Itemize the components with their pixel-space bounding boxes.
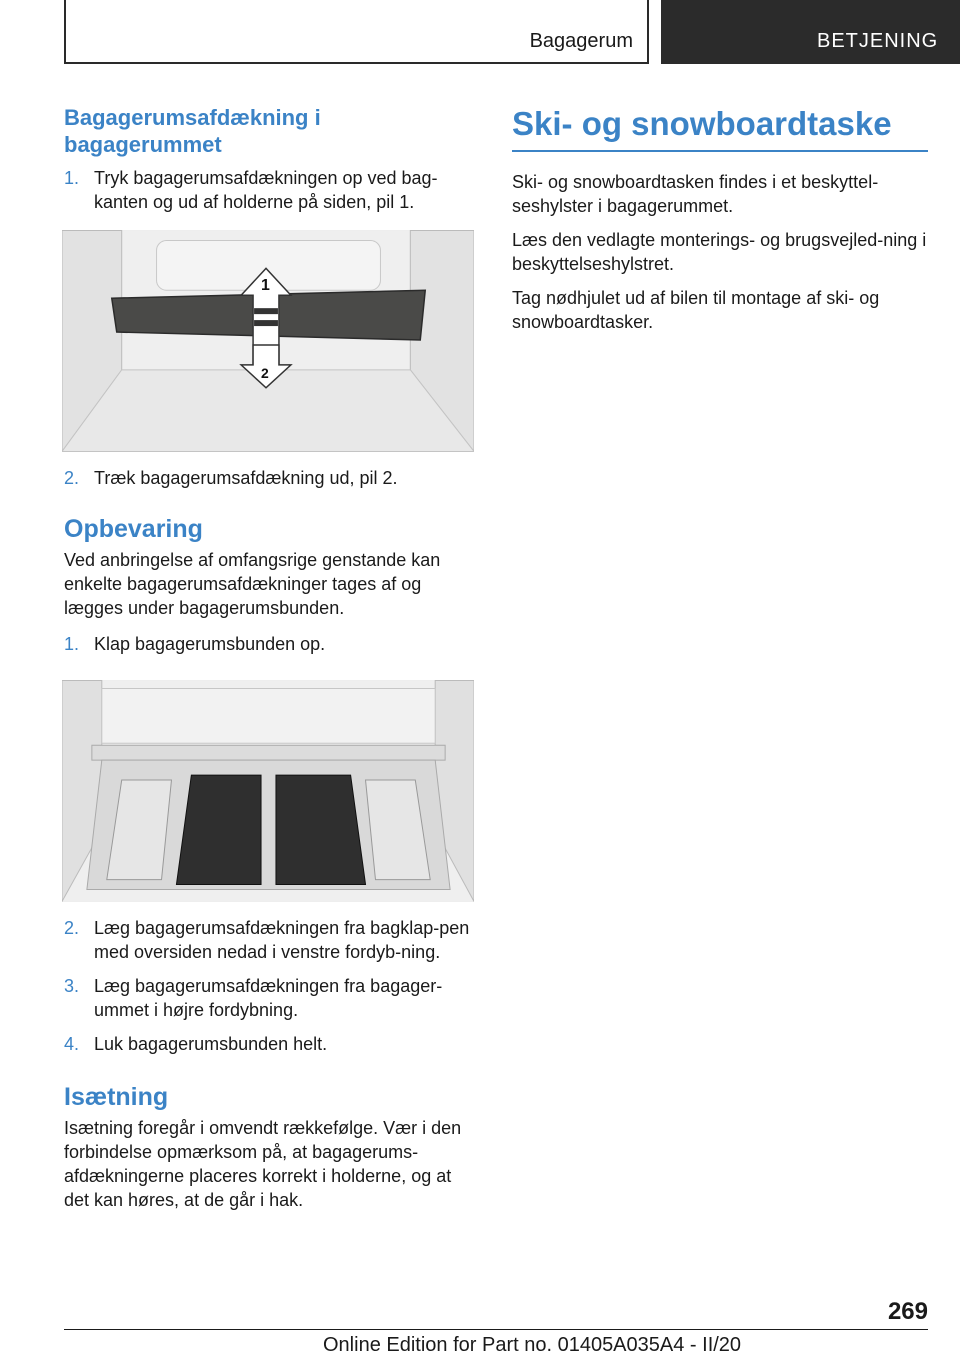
step-item: [64, 466, 476, 490]
step-number: 2.: [64, 468, 80, 488]
step-number: 4.: [64, 1034, 80, 1054]
ski-bag-paragraph: Læs den vedlagte monterings- og brugsvejled-ning i beskyttelseshylstret.: [512, 230, 927, 274]
step-text: Luk bagagerumsbunden helt.: [94, 1034, 328, 1054]
step-text: Tryk bagagerumsafdækningen op ved bag-kanten og ud af holderne på siden, pil 1.: [94, 168, 438, 212]
ski-bag-paragraph: Ski- og snowboardtasken findes i et beskyttel-seshylster i bagagerummet.: [512, 172, 879, 216]
ski-bag-paragraph: Tag nødhjulet ud af bilen til montage af ski- og snowboardtasker.: [512, 288, 880, 332]
step-text: Træk bagagerumsafdækning ud, pil 2.: [94, 468, 398, 488]
step-number: 3.: [64, 976, 80, 996]
figure1-arrow1-label: 1: [261, 277, 270, 295]
step-number: 1.: [64, 634, 80, 654]
step-text: Klap bagagerumsbunden op.: [94, 634, 326, 654]
footer-divider: [64, 1329, 928, 1330]
step-item: [64, 974, 476, 1022]
step-item: [64, 1032, 476, 1056]
step-number: 2.: [64, 918, 80, 938]
step-text: Læg bagagerumsafdækningen fra bagklap-pen med oversiden nedad i venstre fordyb-ning.: [94, 918, 470, 962]
figure-trunk-floor: [62, 680, 474, 902]
heading-ski-bag: Ski- og snowboardtaske: [512, 104, 928, 152]
heading-cover-removal: Bagagerumsafdækning i bagagerummet: [64, 105, 321, 157]
left-column-continued: [64, 466, 476, 656]
step-item: [64, 166, 476, 214]
header-chapter-tab: [661, 0, 960, 64]
step-text: Læg bagagerumsafdækningen fra bagager-ummet i højre fordybning.: [94, 976, 443, 1020]
heading-storage: Opbevaring: [64, 515, 203, 543]
page-number: 269: [887, 1298, 928, 1325]
left-column: [64, 104, 476, 214]
storage-paragraph: Ved anbringelse af omfangsrige genstande kan enkelte bagagerumsafdækninger tages af og lægges under bagagerumsbunden.: [64, 550, 441, 618]
right-column: [512, 104, 928, 334]
figure1-arrow2-label: 2: [261, 364, 269, 381]
header-section-label: Bagagerum: [529, 30, 633, 52]
header-chapter-label: BETJENING: [817, 30, 939, 52]
figure-trunk-cover: [62, 230, 474, 452]
step-item: [64, 632, 476, 656]
footer-edition: Online Edition for Part no. 01405A035A4 - II/20: [323, 1334, 742, 1356]
left-column-end: [64, 916, 476, 1212]
heading-refit: Isætning: [64, 1083, 169, 1111]
step-number: 1.: [64, 168, 80, 188]
step-item: [64, 916, 476, 964]
header-section-tab: [64, 0, 649, 64]
refit-paragraph: Isætning foregår i omvendt rækkefølge. Vær i den forbindelse opmærksom på, at bagagerums-afdækningerne placeres korrekt i holderne, og at det kan høres, at de går i hak.: [64, 1118, 462, 1210]
